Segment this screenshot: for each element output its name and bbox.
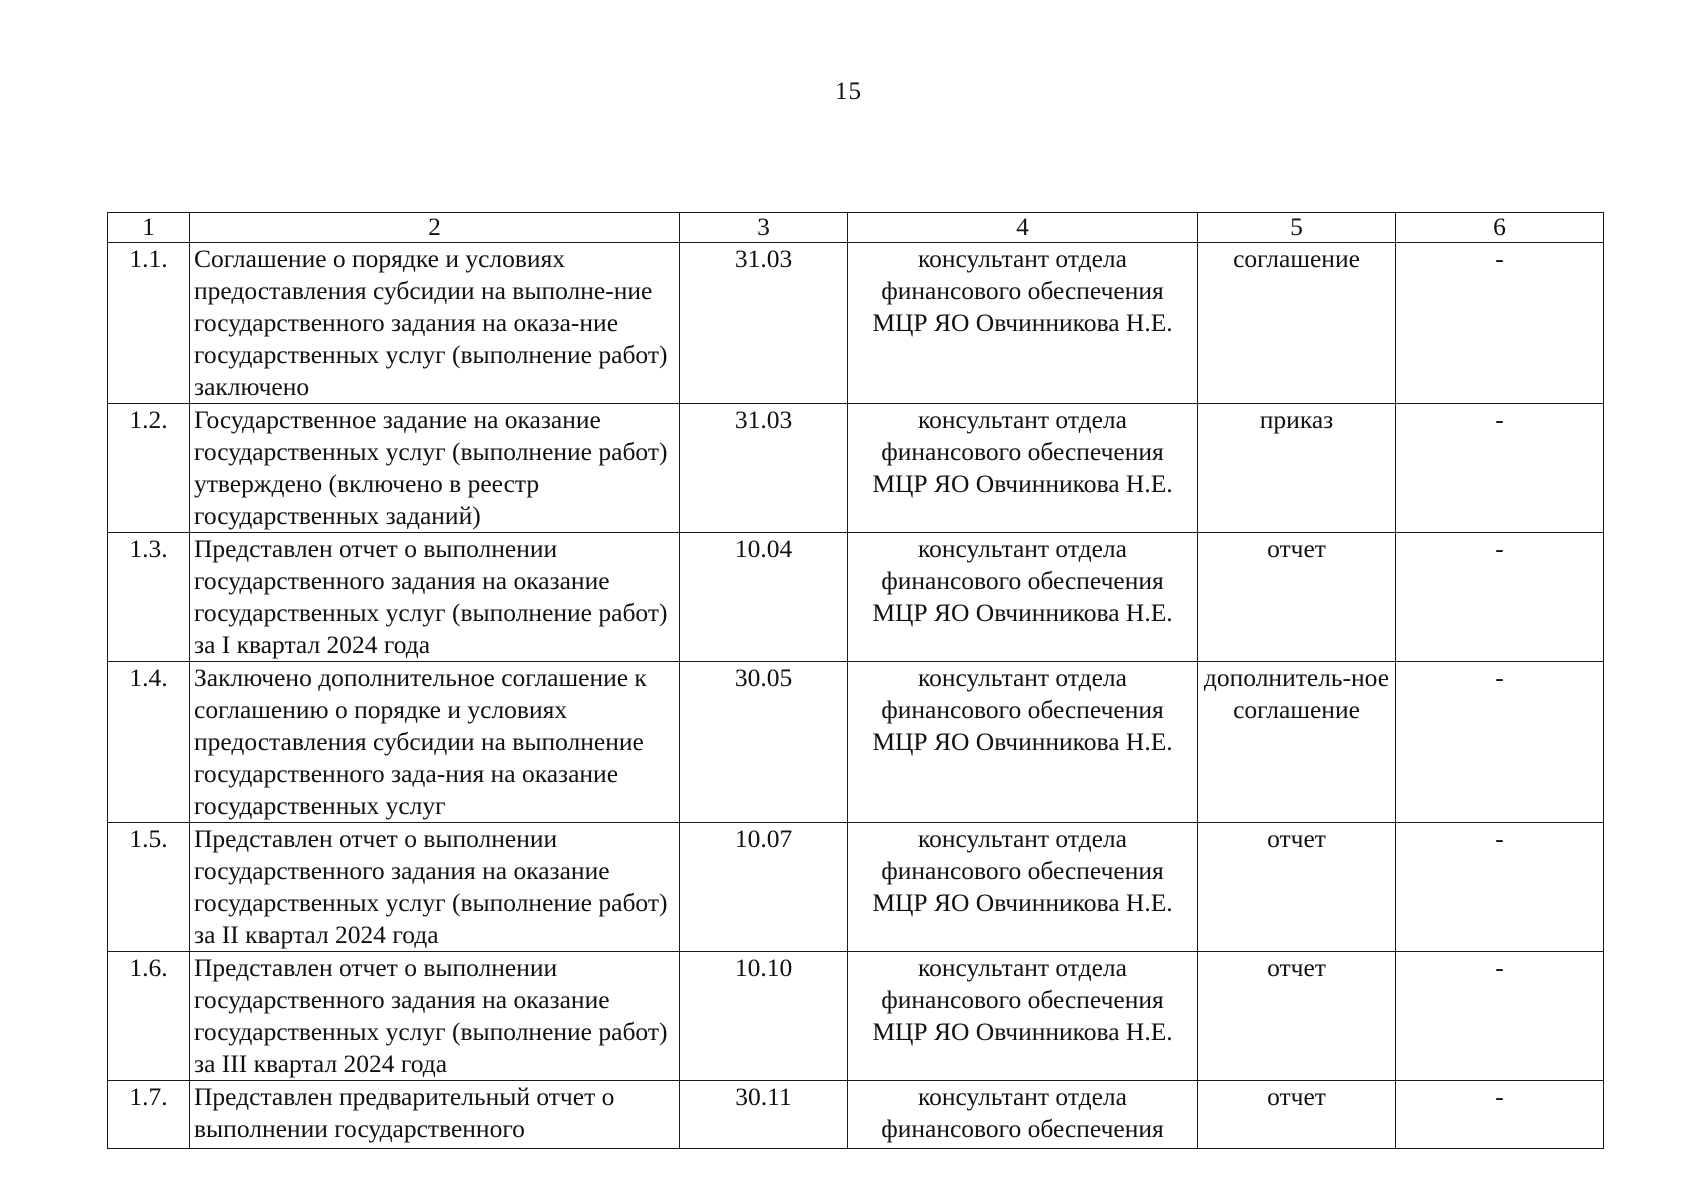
row-name: Представлен предварительный отчет о выполнении государственного [190, 1081, 680, 1149]
table-row [108, 662, 1604, 823]
row-name: Представлен отчет о выполнении государственного задания на оказание государственных услуг (выполнение работ) за II квартал 2024 года [190, 823, 680, 952]
row-number: 1.5. [108, 823, 190, 952]
row-document: дополнитель-ное соглашение [1198, 662, 1396, 823]
row-name: Заключено дополнительное соглашение к соглашению о порядке и условиях предоставления субсидии на выполнение государственного зада-ния на оказание государственных услуг [190, 662, 680, 823]
header-cell-3: 3 [680, 213, 848, 243]
row-name: Представлен отчет о выполнении государственного задания на оказание государственных услуг (выполнение работ) за III квартал 2024 года [190, 952, 680, 1081]
table-row [108, 533, 1604, 662]
row-date: 10.07 [680, 823, 848, 952]
row-responsible: консультант отдела финансового обеспечения МЦР ЯО Овчинникова Н.Е. [848, 404, 1198, 533]
row-responsible: консультант отдела финансового обеспечения МЦР ЯО Овчинникова Н.Е. [848, 952, 1198, 1081]
row-document: отчет [1198, 1081, 1396, 1149]
row-number: 1.6. [108, 952, 190, 1081]
row-number: 1.3. [108, 533, 190, 662]
plan-table [107, 212, 1604, 1149]
row-note: - [1396, 243, 1604, 404]
header-cell-6: 6 [1396, 213, 1604, 243]
row-note: - [1396, 952, 1604, 1081]
header-cell-2: 2 [190, 213, 680, 243]
row-document: отчет [1198, 533, 1396, 662]
table-row [108, 243, 1604, 404]
row-note: - [1396, 1081, 1604, 1149]
header-cell-5: 5 [1198, 213, 1396, 243]
row-responsible: консультант отдела финансового обеспечения [848, 1081, 1198, 1149]
table-row [108, 823, 1604, 952]
page-number: 15 [835, 78, 862, 105]
row-note: - [1396, 404, 1604, 533]
row-number: 1.1. [108, 243, 190, 404]
row-document: приказ [1198, 404, 1396, 533]
row-name: Государственное задание на оказание государственных услуг (выполнение работ) утверждено (включено в реестр государственных заданий) [190, 404, 680, 533]
row-note: - [1396, 533, 1604, 662]
row-note: - [1396, 662, 1604, 823]
row-number: 1.4. [108, 662, 190, 823]
row-document: отчет [1198, 952, 1396, 1081]
row-date: 31.03 [680, 243, 848, 404]
header-cell-1: 1 [108, 213, 190, 243]
table-row [108, 952, 1604, 1081]
row-date: 10.10 [680, 952, 848, 1081]
row-responsible: консультант отдела финансового обеспечения МЦР ЯО Овчинникова Н.Е. [848, 823, 1198, 952]
row-name: Представлен отчет о выполнении государственного задания на оказание государственных услуг (выполнение работ) за I квартал 2024 года [190, 533, 680, 662]
table-row [108, 1081, 1604, 1149]
row-responsible: консультант отдела финансового обеспечения МЦР ЯО Овчинникова Н.Е. [848, 533, 1198, 662]
row-number: 1.2. [108, 404, 190, 533]
row-name: Соглашение о порядке и условиях предоставления субсидии на выполне-ние государственного задания на оказа-ние государственных услуг (выполнение работ) заключено [190, 243, 680, 404]
table-header-row [108, 213, 1604, 243]
row-responsible: консультант отдела финансового обеспечения МЦР ЯО Овчинникова Н.Е. [848, 662, 1198, 823]
row-date: 30.11 [680, 1081, 848, 1149]
row-date: 30.05 [680, 662, 848, 823]
row-document: отчет [1198, 823, 1396, 952]
row-number: 1.7. [108, 1081, 190, 1149]
row-date: 31.03 [680, 404, 848, 533]
row-note: - [1396, 823, 1604, 952]
row-document: соглашение [1198, 243, 1396, 404]
row-responsible: консультант отдела финансового обеспечения МЦР ЯО Овчинникова Н.Е. [848, 243, 1198, 404]
header-cell-4: 4 [848, 213, 1198, 243]
table-row [108, 404, 1604, 533]
row-date: 10.04 [680, 533, 848, 662]
